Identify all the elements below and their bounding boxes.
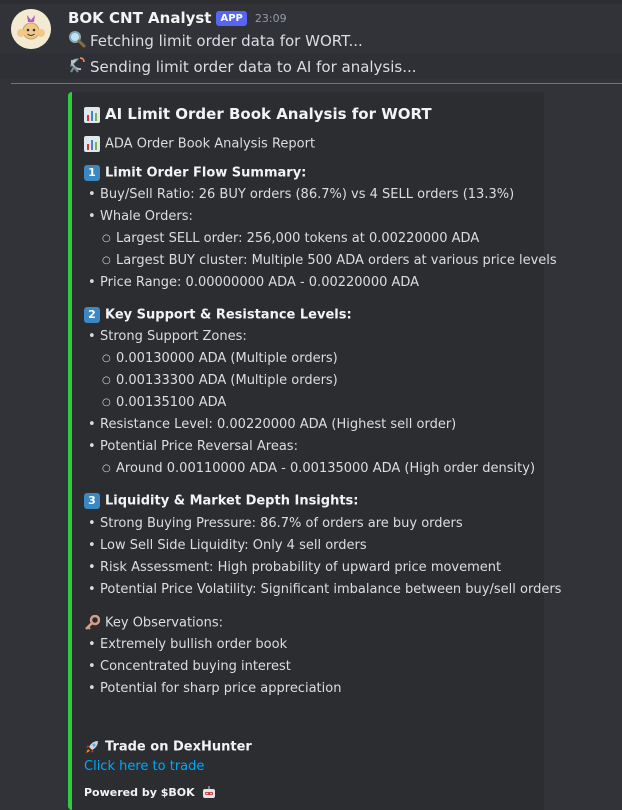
observations-heading-text: Key Observations: [105, 615, 224, 631]
support-zone-2: ○ 0.00133300 ADA (Multiple orders) [116, 373, 338, 389]
embed-title-text: AI Limit Order Book Analysis for WORT [105, 105, 432, 123]
section-3-heading [84, 493, 358, 510]
embed-footer [84, 785, 219, 801]
satellite-antenna-icon [68, 56, 90, 78]
key-icon [84, 615, 102, 631]
reversal-area-1: ○ Around 0.00110000 ADA - 0.00135000 ADA (High order density) [116, 461, 535, 477]
insight-volatility: • Potential Price Volatility: Significant imbalance between buy/sell orders [100, 582, 561, 598]
status-line-fetching [68, 30, 363, 52]
analysis-embed [68, 92, 562, 810]
timestamp[interactable]: 23:09 [254, 11, 287, 25]
new-messages-divider [11, 83, 622, 84]
report-title [84, 136, 315, 153]
app-badge: APP [216, 11, 246, 26]
trade-heading-text: Trade on DexHunter [105, 739, 252, 755]
observations-heading [84, 615, 223, 632]
footer-text: Powered by $BOK [84, 786, 195, 799]
largest-buy-cluster: ○ Largest BUY cluster: Multiple 500 ADA orders at various price levels [116, 253, 557, 269]
insight-risk: • Risk Assessment: High probability of upward price movement [100, 560, 501, 576]
section-3-heading-text: Liquidity & Market Depth Insights: [105, 493, 359, 509]
sending-text: Sending limit order data to AI for analysis... [90, 58, 417, 76]
buy-sell-ratio: • Buy/Sell Ratio: 26 BUY orders (86.7%) vs 4 SELL orders (13.3%) [100, 187, 514, 203]
top-strip [0, 0, 622, 4]
fetching-text: Fetching limit order data for WORT... [90, 32, 363, 50]
keycap-1-icon: 1 [84, 165, 100, 181]
trade-heading [84, 739, 252, 756]
support-zone-3: ○ 0.00135100 ADA [116, 395, 226, 411]
trade-link[interactable]: Click here to trade [84, 759, 205, 774]
keycap-2-icon: 2 [84, 307, 100, 323]
section-2-heading-text: Key Support & Resistance Levels: [105, 307, 352, 323]
observation-3: • Potential for sharp price appreciation [100, 681, 341, 697]
observation-1: • Extremely bullish order book [100, 637, 287, 653]
whale-orders: • Whale Orders: [100, 209, 193, 225]
reversal-areas: • Potential Price Reversal Areas: [100, 439, 298, 455]
magnifying-glass-icon [68, 30, 90, 52]
largest-sell-order: ○ Largest SELL order: 256,000 tokens at 0.00220000 ADA [116, 231, 479, 247]
observation-2: • Concentrated buying interest [100, 659, 291, 675]
status-line-sending [68, 56, 417, 78]
insight-buying-pressure: • Strong Buying Pressure: 86.7% of orders are buy orders [100, 516, 463, 532]
section-2-heading [84, 307, 352, 324]
username[interactable]: BOK CNT Analyst [68, 9, 212, 27]
bar-chart-icon [84, 107, 102, 123]
bar-chart-icon [84, 136, 102, 152]
robot-icon [202, 786, 216, 800]
message-header [68, 8, 287, 28]
support-zones: • Strong Support Zones: [100, 329, 247, 345]
price-range: • Price Range: 0.00000000 ADA - 0.00220000 ADA [100, 275, 419, 291]
report-title-text: ADA Order Book Analysis Report [105, 136, 316, 152]
rocket-icon [84, 739, 102, 755]
embed-title [84, 105, 432, 123]
insight-sell-liquidity: • Low Sell Side Liquidity: Only 4 sell orders [100, 538, 367, 554]
section-1-heading-text: Limit Order Flow Summary: [105, 165, 307, 181]
support-zone-1: ○ 0.00130000 ADA (Multiple orders) [116, 351, 338, 367]
resistance-level: • Resistance Level: 0.00220000 ADA (Highest sell order) [100, 417, 456, 433]
section-1-heading [84, 165, 306, 182]
bot-avatar[interactable] [11, 9, 51, 49]
keycap-3-icon: 3 [84, 493, 100, 509]
